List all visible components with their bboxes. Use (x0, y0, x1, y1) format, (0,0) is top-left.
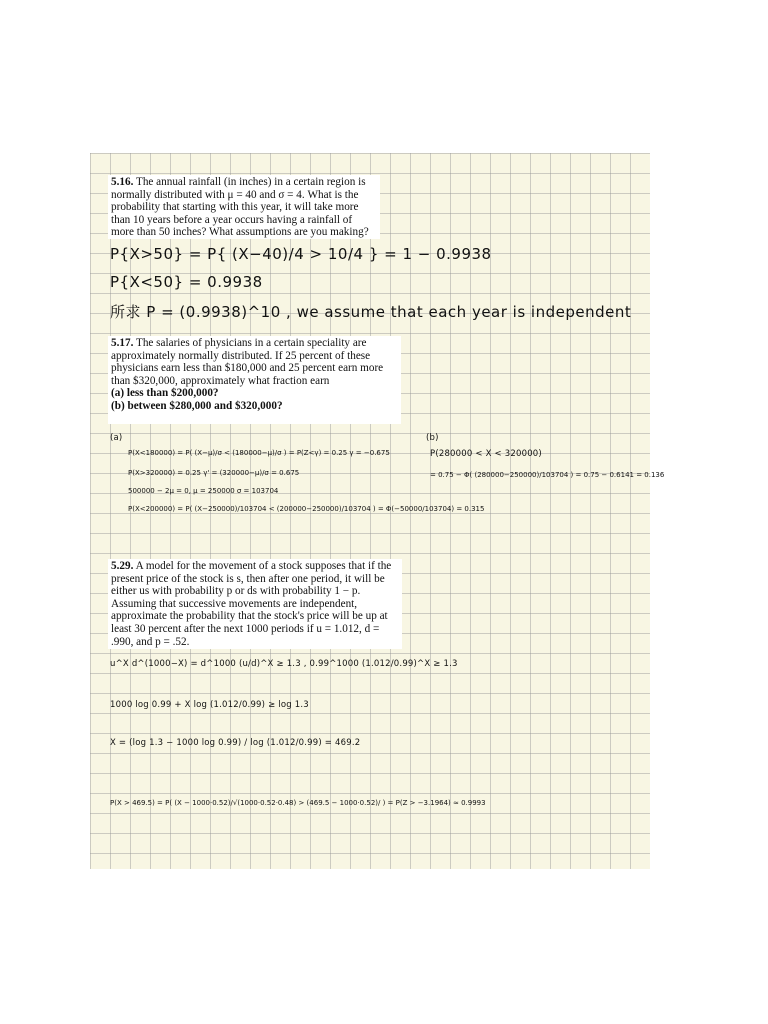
problem-5-17-box (108, 336, 401, 424)
handwritten-line: P(X<180000) = P( (X−μ)/σ < (180000−μ)/σ ) = P(Z<γ) = 0.25 γ = −0.675 (128, 449, 390, 457)
handwritten-line: P(280000 < X < 320000) (430, 449, 542, 459)
handwritten-line: 所求 P = (0.9938)^10 , we assume that each year is independent (110, 303, 632, 321)
handwritten-line: u^X d^(1000−X) = d^1000 (u/d)^X ≥ 1.3 , 0.99^1000 (1.012/0.99)^X ≥ 1.3 (110, 659, 458, 669)
problem-5-29-box (108, 559, 402, 649)
problem-number: 5.29. (111, 560, 134, 572)
handwritten-line: = 0.75 − Φ( (280000−250000)/103704 ) = 0.75 − 0.6141 = 0.136 (430, 471, 665, 479)
problem-text: The salaries of physicians in a certain speciality are approximately normally distributed. If 25 percent of these physicians earn less than $180,000 and 25 percent earn more than $320,000, approximately what fraction earn (111, 337, 384, 387)
handwritten-line: 1000 log 0.99 + X log (1.012/0.99) ≥ log 1.3 (110, 700, 309, 710)
handwritten-line: P(X>320000) = 0.25 γ' = (320000−μ)/σ = 0.675 (128, 469, 300, 477)
handwritten-line: 500000 − 2μ = 0, μ = 250000 σ = 103704 (128, 487, 279, 495)
handwritten-line: X = (log 1.3 − 1000 log 0.99) / log (1.012/0.99) = 469.2 (110, 738, 361, 748)
problem-number: 5.16. (111, 176, 134, 188)
handwritten-line: P(X<200000) = P( (X−250000)/103704 < (200000−250000)/103704 ) = Φ(−50000/103704) = 0.315 (128, 505, 485, 513)
problem-text: A model for the movement of a stock supposes that if the present price of the stock is s, then after one period, it will be either us with probability p or ds with probability 1 − p. Assuming that successive movements are independent, approximate the probability that the stock's price will be up at least 30 percent after the next 1000 periods if u = 1.012, d = .990, and p = .52. (111, 560, 392, 648)
handwritten-line: P{X<50} = 0.9938 (110, 273, 263, 291)
problem-text: The annual rainfall (in inches) in a certain region is normally distributed with μ = 40 and σ = 4. What is the probability that starting with this year, it will take more than 10 years before a year occurs having a rainfall of more than 50 inches? What assumptions are you making? (111, 176, 369, 239)
part-label-a: (a) (110, 433, 123, 443)
problem-number: 5.17. (111, 337, 134, 349)
problem-part-a: (a) less than $200,000? (111, 387, 219, 400)
handwritten-line: P{X>50} = P{ (X−40)/4 > 10/4 } = 1 − 0.9938 (110, 245, 492, 263)
grid-paper-sheet (90, 153, 665, 869)
part-label-b: (b) (426, 433, 439, 443)
problem-5-16-box (108, 175, 380, 239)
handwritten-line: P(X > 469.5) = P( (X − 1000·0.52)/√(1000·0.52·0.48) > (469.5 − 1000·0.52)/ ) = P(Z > −3.1964) ≈ 0.9993 (110, 799, 486, 807)
problem-part-b: (b) between $280,000 and $320,000? (111, 399, 283, 412)
